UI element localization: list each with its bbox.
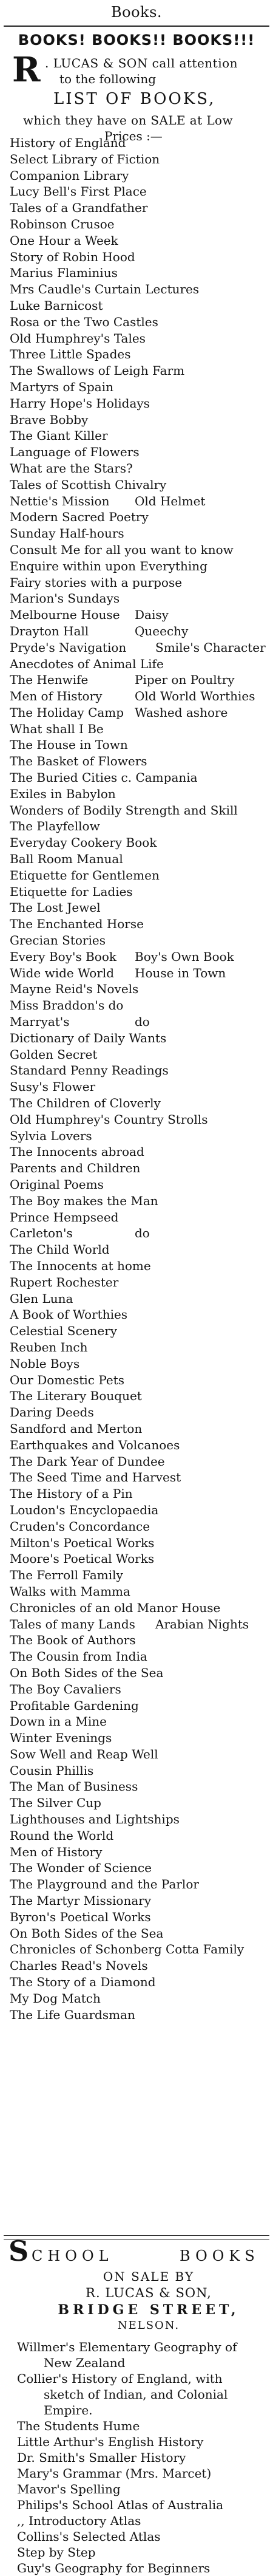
book-list-item <box>10 1225 265 1242</box>
book-list-item <box>10 753 265 770</box>
book-list-item <box>10 2007 265 2023</box>
seller-town: NELSON. <box>117 2319 180 2332</box>
book-list-item <box>10 1047 265 1063</box>
book-list-item <box>10 623 265 640</box>
book-list-item <box>10 1144 265 1160</box>
book-title-second: Arabian Nights <box>155 1616 249 1631</box>
book-list-item <box>10 363 265 379</box>
book-title: The Book of Authors <box>10 1633 136 1648</box>
book-title: Martyrs of Spain <box>10 379 113 394</box>
book-list-item <box>10 1909 265 1925</box>
book-title: The Wonder of Science <box>10 1860 152 1876</box>
book-list-item <box>10 1616 265 1633</box>
book-title: Three Little Spades <box>10 347 131 362</box>
drop-cap: R <box>12 50 41 90</box>
book-list-item <box>10 1209 265 1226</box>
book-title: The Man of Business <box>10 1779 138 1794</box>
school-book-item: Step by Step <box>17 2545 96 2560</box>
book-list-item <box>10 1356 265 1372</box>
book-list-item <box>10 900 265 916</box>
book-list-item <box>10 346 265 363</box>
school-book-item: Collier's History of England, with sketch of Indian, and Colonial Empire. <box>17 2371 228 2417</box>
book-title: Grecian Stories <box>10 933 106 948</box>
book-list-item <box>10 802 265 819</box>
book-list-item <box>10 672 265 688</box>
book-title: Parents and Children <box>10 1161 141 1176</box>
book-list-item <box>10 1698 265 1714</box>
book-title-second: do <box>135 1226 150 1241</box>
book-title: A Book of Worthies <box>10 1307 128 1322</box>
book-list-item <box>10 1941 265 1958</box>
book-list-item <box>10 1925 265 1942</box>
book-list-item <box>10 1958 265 1974</box>
book-title: The Boy makes the Man <box>10 1193 158 1208</box>
book-title: Down in a Mine <box>10 1714 107 1729</box>
book-list-item <box>10 981 265 997</box>
book-list-item <box>10 1404 265 1421</box>
section-header: Books. <box>110 4 163 21</box>
book-title: The History of a Pin <box>10 1486 133 1502</box>
book-title: The Children of Cloverly <box>10 1096 161 1111</box>
book-list-item <box>10 1828 265 1844</box>
seller-name: R. LUCAS & SON, <box>86 2286 212 2300</box>
ad-headline: BOOKS! BOOKS!! BOOKS!!! <box>18 32 255 49</box>
book-title: Cruden's Concordance <box>10 1519 150 1534</box>
book-title: Luke Barnicost <box>10 298 103 313</box>
book-list <box>10 135 265 2023</box>
book-title: Tales of Scottish Chivalry <box>10 477 167 492</box>
book-list-item <box>10 1713 265 1730</box>
book-list-item <box>10 1469 265 1486</box>
headline-word: BOOKS <box>180 2247 260 2264</box>
book-title: Tales of a Grandfather <box>10 200 148 216</box>
book-list-item <box>10 1990 265 2007</box>
book-list-item <box>10 444 265 460</box>
book-list-item <box>10 1291 265 1307</box>
book-list-item <box>10 135 265 151</box>
book-list-item <box>10 1600 265 1616</box>
book-title: Consult Me for all you want to know <box>10 542 234 557</box>
book-list-item <box>10 1258 265 1274</box>
book-list-item <box>10 477 265 493</box>
book-list-item <box>10 525 265 542</box>
book-title: Charles Read's Novels <box>10 1958 148 1973</box>
book-list-item <box>10 1519 265 1535</box>
intro-line: . LUCAS & SON call attention <box>45 56 238 70</box>
book-list-item <box>10 1242 265 1258</box>
book-title: Old Humphrey's Country Strolls <box>10 1112 208 1127</box>
book-list-item <box>10 1665 265 1681</box>
book-title: Etiquette for Gentlemen <box>10 867 160 883</box>
book-list-item <box>10 233 265 249</box>
school-book-item: Little Arthur's English History <box>17 2434 204 2449</box>
book-list-item <box>10 1502 265 1519</box>
book-list-item <box>10 151 265 168</box>
book-title: Daring Deeds <box>10 1405 94 1420</box>
school-book-item: Dr. Smith's Smaller History <box>17 2450 186 2465</box>
book-list-item <box>10 1193 265 1209</box>
divider-rule <box>4 2235 269 2236</box>
book-title: Enquire within upon Everything <box>10 558 207 573</box>
book-list-item <box>10 1778 265 1795</box>
book-title: The Cousin from India <box>10 1649 147 1664</box>
book-title-second: Boy's Own Book <box>135 949 234 964</box>
book-title: Noble Boys <box>10 1356 80 1371</box>
book-list-item <box>10 1584 265 1600</box>
ad2-headline <box>7 2235 266 2269</box>
book-list-item <box>10 1014 265 1030</box>
book-list-item <box>10 1648 265 1665</box>
book-title: Byron's Poetical Works <box>10 1909 151 1924</box>
book-list-item <box>10 1567 265 1584</box>
book-list-item <box>10 721 265 737</box>
book-list-item <box>10 1746 265 1763</box>
book-title: Profitable Gardening <box>10 1698 139 1713</box>
book-title: Sylvia Lovers <box>10 1128 92 1143</box>
book-title: The Dark Year of Dundee <box>10 1454 165 1469</box>
book-list-item <box>10 1454 265 1470</box>
book-title: Companion Library <box>10 168 129 183</box>
book-list-item <box>10 1372 265 1389</box>
book-title: On Both Sides of the Sea <box>10 1665 164 1680</box>
book-title: Melbourne House <box>10 607 120 623</box>
book-title: The Buried Cities c. Campania <box>10 770 198 785</box>
book-list-item <box>10 379 265 395</box>
book-title: The Holiday Camp <box>10 705 124 720</box>
seller-street: BRIDGE STREET, <box>58 2302 240 2318</box>
book-list-item <box>10 493 265 510</box>
book-title: Robinson Crusoe <box>10 216 115 231</box>
book-title: The Silver Cup <box>10 1795 101 1811</box>
book-title: Standard Penny Readings <box>10 1063 169 1078</box>
school-book-item: Collins's Selected Atlas <box>17 2529 161 2544</box>
book-list-item <box>10 786 265 802</box>
book-title: Chronicles of Schonberg Cotta Family <box>10 1942 244 1957</box>
book-list-item <box>10 1844 265 1860</box>
book-title: Everyday Cookery Book <box>10 835 157 850</box>
school-book-item: ,, Introductory Atlas <box>17 2513 141 2528</box>
book-list-item <box>10 965 265 982</box>
book-list-item <box>10 314 265 330</box>
intro-list-title: LIST OF BOOKS, <box>53 90 216 108</box>
book-title: Anecdotes of Animal Life <box>10 656 164 671</box>
book-list-item <box>10 1486 265 1502</box>
book-list-item <box>10 590 265 607</box>
book-title: The Literary Bouquet <box>10 1389 142 1404</box>
book-title: The Playground and the Parlor <box>10 1877 199 1892</box>
book-title-second: Old Helmet <box>135 493 206 508</box>
school-book-item: Guy's Geography for Beginners <box>17 2561 211 2575</box>
book-title: Mrs Caudle's Curtain Lectures <box>10 282 200 297</box>
book-list-item <box>10 884 265 900</box>
book-list-item <box>10 1535 265 1551</box>
book-title-second: Queechy <box>135 623 189 638</box>
headline-word: CHOOL <box>32 2247 113 2264</box>
book-list-item <box>10 1681 265 1698</box>
book-title-second: Old World Worthies <box>135 689 255 704</box>
book-title: Round the World <box>10 1828 114 1843</box>
book-list-item <box>10 412 265 428</box>
book-title: Language of Flowers <box>10 445 140 460</box>
book-title: On Both Sides of the Sea <box>10 1925 164 1941</box>
book-list-item <box>10 542 265 558</box>
book-title: The Lost Jewel <box>10 900 101 915</box>
book-title: The House in Town <box>10 737 128 753</box>
book-title: Men of History <box>10 1844 103 1859</box>
book-list-item <box>10 1095 265 1112</box>
book-title: Select Library of Fiction <box>10 151 160 166</box>
book-list-item <box>10 818 265 835</box>
book-list-item <box>10 1307 265 1323</box>
book-title: Rosa or the Two Castles <box>10 314 158 329</box>
book-list-item <box>10 558 265 575</box>
book-title: What are the Stars? <box>10 460 133 476</box>
book-title: Susy's Flower <box>10 1079 96 1095</box>
school-books-advertisement <box>7 2235 266 2576</box>
book-title: The Innocents at home <box>10 1258 151 1273</box>
book-title: Rupert Rochester <box>10 1274 119 1290</box>
book-title: Lighthouses and Lightships <box>10 1812 180 1827</box>
book-list-item <box>10 916 265 932</box>
book-title-second: Daisy <box>135 607 169 623</box>
book-list-item <box>10 298 265 314</box>
book-list-item <box>10 1763 265 1779</box>
book-list-item <box>10 395 265 412</box>
book-list-item <box>10 688 265 705</box>
book-title: Original Poems <box>10 1177 104 1192</box>
book-list-item <box>10 1160 265 1177</box>
book-title: History of England <box>10 135 126 150</box>
drop-cap: S <box>8 2235 29 2267</box>
book-title: Pryde's Navigation <box>10 640 127 655</box>
book-list-item <box>10 640 265 656</box>
book-title: Every Boy's Book <box>10 949 117 964</box>
book-list-item <box>10 1437 265 1454</box>
intro-line: to the following <box>59 72 157 86</box>
book-title-second: Washed ashore <box>135 705 228 720</box>
book-title: What shall I Be <box>10 721 104 736</box>
school-book-item: Willmer's Elementary Geography of New Zealand <box>17 2340 237 2370</box>
book-list-item <box>10 607 265 623</box>
book-title: The Martyr Missionary <box>10 1893 152 1908</box>
book-list-item <box>10 1876 265 1893</box>
book-title: Wonders of Bodily Strength and Skill <box>10 802 238 818</box>
book-list-item <box>10 656 265 672</box>
book-list-item <box>10 1339 265 1356</box>
intro-line: which they have on SALE at Low <box>23 113 233 128</box>
book-list-item <box>10 428 265 444</box>
book-title: Marion's Sundays <box>10 591 120 606</box>
school-book-list <box>7 2339 266 2576</box>
book-title: The Henwife <box>10 672 89 688</box>
book-title: The Seed Time and Harvest <box>10 1470 181 1485</box>
book-list-item <box>10 1030 265 1047</box>
book-list-item <box>10 183 265 200</box>
book-title: The Life Guardsman <box>10 2007 135 2022</box>
book-title: Moore's Poetical Works <box>10 1551 155 1566</box>
book-list-item <box>10 1388 265 1404</box>
book-list-item <box>10 200 265 216</box>
book-list-item <box>10 949 265 965</box>
book-title: Drayton Hall <box>10 623 89 638</box>
header-rule <box>4 26 269 27</box>
book-list-item <box>10 997 265 1014</box>
book-title: Lucy Bell's First Place <box>10 184 147 199</box>
book-title: Ball Room Manual <box>10 852 123 867</box>
book-list-item <box>10 770 265 786</box>
book-title: Earthquakes and Volcanoes <box>10 1437 180 1452</box>
book-title: Fairy stories with a purpose <box>10 575 183 590</box>
book-list-item <box>10 1128 265 1144</box>
book-list-item <box>10 835 265 851</box>
book-title: Sandford and Merton <box>10 1421 143 1436</box>
book-title: Sow Well and Reap Well <box>10 1746 158 1761</box>
book-title: The Child World <box>10 1242 110 1257</box>
book-list-item <box>10 1274 265 1291</box>
book-title: The Innocents abroad <box>10 1144 144 1160</box>
book-title: Marryat's <box>10 1014 70 1030</box>
book-title: Nettie's Mission <box>10 493 110 508</box>
book-list-item <box>10 1421 265 1437</box>
book-list-item <box>10 330 265 347</box>
book-title: The Swallows of Leigh Farm <box>10 363 185 378</box>
school-book-item: The Students Hume <box>17 2419 140 2433</box>
book-title: Golden Secret <box>10 1047 98 1062</box>
book-list-item <box>10 1079 265 1095</box>
book-list-item <box>10 460 265 477</box>
book-title: Miss Braddon's do <box>10 998 124 1013</box>
school-book-item: Mavor's Spelling <box>17 2482 121 2496</box>
book-list-item <box>10 1112 265 1128</box>
book-title: The Boy Cavaliers <box>10 1681 121 1696</box>
book-list-item <box>10 1177 265 1193</box>
book-list-item <box>10 509 265 525</box>
book-list-item <box>10 932 265 949</box>
book-title: Chronicles of an old Manor House <box>10 1600 221 1615</box>
book-title: Sunday Half-hours <box>10 526 124 541</box>
book-title: Prince Hempseed <box>10 1209 119 1225</box>
book-title: Winter Evenings <box>10 1730 112 1746</box>
book-title: Men of History <box>10 689 103 704</box>
book-list-item <box>10 705 265 721</box>
book-list-item <box>10 1795 265 1811</box>
book-title: Etiquette for Ladies <box>10 884 133 899</box>
book-title-second: Piper on Poultry <box>135 672 235 688</box>
book-list-item <box>10 168 265 184</box>
book-title: Celestial Scenery <box>10 1324 118 1339</box>
book-list-item <box>10 867 265 884</box>
book-title: Loudon's Encyclopaedia <box>10 1502 159 1517</box>
book-title-second: do <box>135 1014 150 1030</box>
book-title: Walks with Mamma <box>10 1584 130 1599</box>
book-list-item <box>10 1632 265 1648</box>
book-title: Mayne Reid's Novels <box>10 982 139 997</box>
book-title: Exiles in Babylon <box>10 786 116 801</box>
book-title: Harry Hope's Holidays <box>10 395 150 411</box>
book-title: One Hour a Week <box>10 233 118 248</box>
book-list-item <box>10 216 265 233</box>
school-book-item: Mary's Grammar (Mrs. Marcet) <box>17 2466 212 2481</box>
book-title: Reuben Inch <box>10 1339 88 1355</box>
book-title: Wide wide World <box>10 965 115 980</box>
book-list-item <box>10 1062 265 1079</box>
book-list-item <box>10 265 265 281</box>
intro-line: Prices :— <box>104 129 163 143</box>
book-list-item <box>10 249 265 265</box>
book-title: Carleton's <box>10 1226 73 1241</box>
book-list-item <box>10 1730 265 1746</box>
book-list-item <box>10 851 265 867</box>
book-title-second: Smile's Character <box>155 640 266 655</box>
book-list-item <box>10 575 265 591</box>
book-list-item <box>10 1860 265 1876</box>
book-title: Story of Robin Hood <box>10 249 135 264</box>
book-title: The Enchanted Horse <box>10 917 144 932</box>
book-list-item <box>10 1551 265 1567</box>
book-title-second: House in Town <box>135 965 226 980</box>
book-title: My Dog Match <box>10 1990 101 2006</box>
book-title: Modern Sacred Poetry <box>10 510 149 525</box>
book-list-item <box>10 281 265 298</box>
book-title: Milton's Poetical Works <box>10 1535 155 1550</box>
book-title: Cousin Phillis <box>10 1763 94 1778</box>
book-title: Dictionary of Daily Wants <box>10 1030 167 1045</box>
book-title: Glen Luna <box>10 1291 73 1306</box>
school-book-item: Philips's School Atlas of Australia <box>17 2498 224 2512</box>
book-title: Old Humphrey's Tales <box>10 330 146 346</box>
book-list-item <box>10 1323 265 1339</box>
book-list-item <box>10 1811 265 1828</box>
book-list-item <box>10 1974 265 1990</box>
book-title: Tales of many Lands <box>10 1616 135 1631</box>
book-list-item <box>10 737 265 753</box>
book-title: The Basket of Flowers <box>10 754 147 769</box>
book-title: Our Domestic Pets <box>10 1372 125 1387</box>
book-list-item <box>10 1893 265 1909</box>
book-title: Brave Bobby <box>10 412 89 427</box>
book-title: The Giant Killer <box>10 428 108 443</box>
book-title: The Ferroll Family <box>10 1568 123 1583</box>
on-sale-line: ON SALE BY <box>103 2269 195 2284</box>
book-title: The Playfellow <box>10 819 100 834</box>
book-title: Marius Flaminius <box>10 265 118 281</box>
book-title: The Story of a Diamond <box>10 1975 156 1990</box>
